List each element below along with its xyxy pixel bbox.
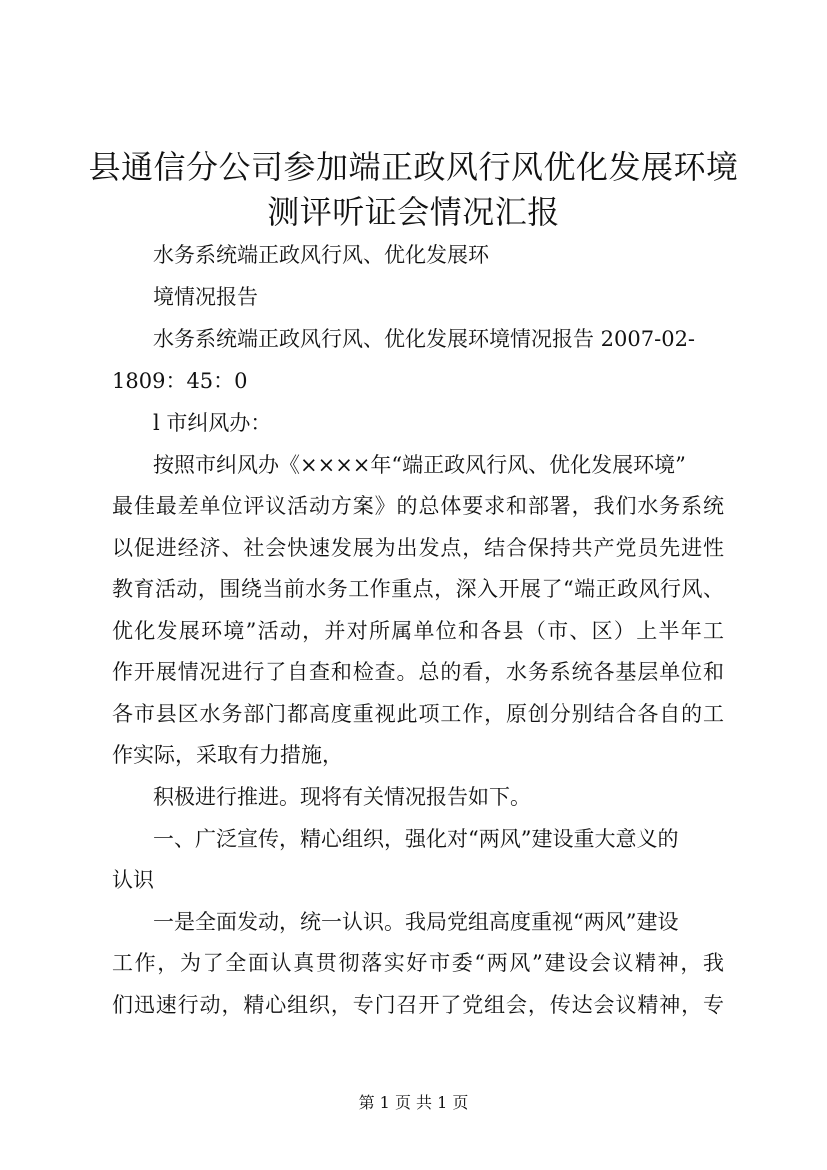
body-line: 们迅速行动，精心组织，专门召开了党组会，传达会议精神，专 — [112, 993, 724, 1017]
body-line: 一是全面发动，统一认识。我局党组高度重视“两风”建设 — [153, 910, 679, 934]
body-line: 1809：45：0 — [112, 369, 248, 393]
body-line: 水务系统端正政风行风、优化发展环 — [153, 243, 489, 267]
body-line: 教育活动，围绕当前水务工作重点，深入开展了“端正政风行风、 — [112, 577, 724, 601]
body-line: 各市县区水务部门都高度重视此项工作，原创分别结合各自的工 — [112, 702, 724, 726]
body-line: 积极进行推进。现将有关情况报告如下。 — [153, 785, 531, 809]
document-title-line-1: 县通信分公司参加端正政风行风优化发展环境 — [88, 148, 739, 186]
page-number-footer: 第 1 页 共 1 页 — [358, 1093, 469, 1112]
section-heading-line: 认识 — [112, 868, 154, 892]
body-line: 作实际，采取有力措施， — [112, 743, 343, 767]
body-line: 优化发展环境”活动，并对所属单位和各县（市、区）上半年工 — [112, 619, 724, 643]
body-line: 境情况报告 — [153, 285, 258, 309]
document-title-line-2: 测评听证会情况汇报 — [267, 193, 560, 231]
body-line: l 市纠风办： — [153, 411, 272, 435]
body-line: 水务系统端正政风行风、优化发展环境情况报告 2007-02- — [153, 327, 696, 351]
body-line: 工作，为了全面认真贯彻落实好市委“两风”建设会议精神，我 — [112, 951, 724, 975]
body-line: 按照市纠风办《××××年“端正政风行风、优化发展环境” — [153, 453, 686, 477]
body-line: 最佳最差单位评议活动方案》的总体要求和部署，我们水务系统 — [112, 494, 724, 518]
body-line: 作开展情况进行了自查和检查。总的看，水务系统各基层单位和 — [112, 660, 724, 684]
body-line: 以促进经济、社会快速发展为出发点，结合保持共产党员先进性 — [112, 536, 724, 560]
section-heading-line: 一、广泛宣传，精心组织，强化对“两风”建设重大意义的 — [153, 827, 679, 851]
